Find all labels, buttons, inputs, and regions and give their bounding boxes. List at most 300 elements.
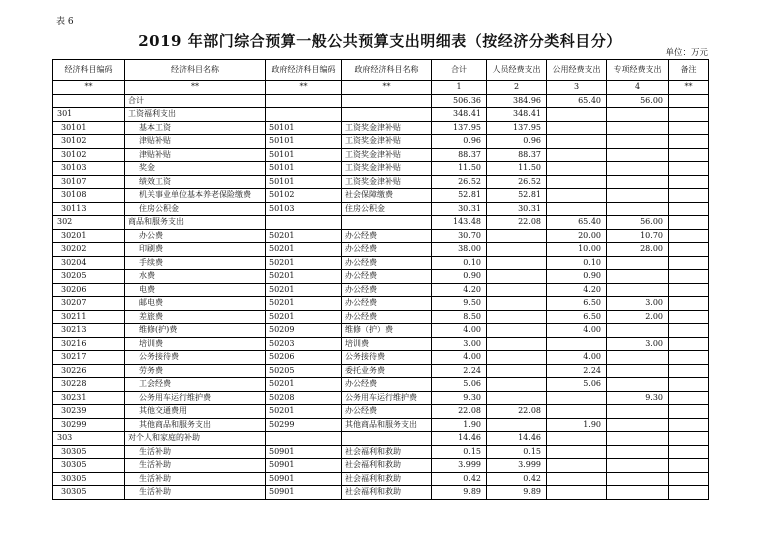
cell-note [669, 175, 709, 189]
cell-gov-name: 办公经费 [342, 310, 432, 324]
cell-name: 机关事业单位基本养老保险缴费 [125, 189, 266, 203]
table-row [53, 94, 709, 108]
cell-personnel [487, 378, 547, 392]
cell-special [607, 121, 669, 135]
cell-total: 348.41 [432, 108, 487, 122]
cell-code: 302 [53, 216, 125, 230]
cell-special [607, 324, 669, 338]
cell-gov-name: 社会福利和救助 [342, 472, 432, 486]
cell-note [669, 472, 709, 486]
cell-gov-code: 50101 [266, 121, 342, 135]
cell-name: 办公费 [125, 229, 266, 243]
table-row [53, 405, 709, 419]
unit-label: 单位：万元 [665, 48, 708, 58]
cell-personnel [487, 351, 547, 365]
cell-total: 9.50 [432, 297, 487, 311]
cell-code: 30204 [53, 256, 125, 270]
cell-gov-code: 50201 [266, 378, 342, 392]
cell-code: 30305 [53, 445, 125, 459]
cell-code: 30102 [53, 148, 125, 162]
table-row [53, 135, 709, 149]
cell-personnel: 384.96 [487, 94, 547, 108]
cell-name: 培训费 [125, 337, 266, 351]
table-row [53, 432, 709, 446]
index-cell: ** [669, 81, 709, 95]
table-row [53, 148, 709, 162]
cell-code: 30211 [53, 310, 125, 324]
cell-note [669, 202, 709, 216]
cell-special [607, 148, 669, 162]
cell-special [607, 283, 669, 297]
cell-special [607, 432, 669, 446]
table-row [53, 391, 709, 405]
cell-public [547, 472, 607, 486]
cell-gov-code: 50299 [266, 418, 342, 432]
cell-public: 10.00 [547, 243, 607, 257]
cell-note [669, 283, 709, 297]
table-row [53, 337, 709, 351]
cell-special: 3.00 [607, 337, 669, 351]
cell-gov-code: 50201 [266, 256, 342, 270]
cell-special: 56.00 [607, 216, 669, 230]
table-row [53, 202, 709, 216]
table-row [53, 445, 709, 459]
cell-name: 合计 [125, 94, 266, 108]
cell-total: 0.42 [432, 472, 487, 486]
header-cell: 合计 [432, 60, 487, 81]
cell-name: 对个人和家庭的补助 [125, 432, 266, 446]
table-row [53, 364, 709, 378]
cell-personnel [487, 364, 547, 378]
cell-name: 基本工资 [125, 121, 266, 135]
cell-note [669, 94, 709, 108]
table-row [53, 256, 709, 270]
cell-gov-code: 50201 [266, 297, 342, 311]
cell-code: 30217 [53, 351, 125, 365]
cell-total: 9.89 [432, 486, 487, 500]
cell-total: 26.52 [432, 175, 487, 189]
cell-name: 公务用车运行维护费 [125, 391, 266, 405]
cell-special [607, 189, 669, 203]
cell-public [547, 432, 607, 446]
cell-personnel [487, 229, 547, 243]
cell-special [607, 445, 669, 459]
cell-gov-code: 50102 [266, 189, 342, 203]
cell-public [547, 162, 607, 176]
cell-gov-code: 50901 [266, 486, 342, 500]
cell-gov-name: 工资奖金津补贴 [342, 121, 432, 135]
cell-special [607, 202, 669, 216]
cell-gov-code: 50101 [266, 135, 342, 149]
table-row [53, 472, 709, 486]
cell-special [607, 162, 669, 176]
cell-name: 津贴补贴 [125, 135, 266, 149]
cell-name: 电费 [125, 283, 266, 297]
cell-special: 10.70 [607, 229, 669, 243]
cell-total: 506.36 [432, 94, 487, 108]
cell-gov-name: 办公经费 [342, 256, 432, 270]
cell-public [547, 445, 607, 459]
cell-gov-code: 50101 [266, 175, 342, 189]
cell-note [669, 121, 709, 135]
cell-gov-code: 50208 [266, 391, 342, 405]
cell-public: 4.20 [547, 283, 607, 297]
table-row [53, 486, 709, 500]
cell-note [669, 459, 709, 473]
cell-special [607, 364, 669, 378]
cell-gov-name: 办公经费 [342, 297, 432, 311]
cell-name: 津贴补贴 [125, 148, 266, 162]
cell-gov-code: 50101 [266, 148, 342, 162]
cell-public [547, 405, 607, 419]
table-row [53, 310, 709, 324]
cell-note [669, 229, 709, 243]
cell-name: 生活补助 [125, 445, 266, 459]
cell-name: 奖金 [125, 162, 266, 176]
cell-code: 30107 [53, 175, 125, 189]
cell-name: 劳务费 [125, 364, 266, 378]
cell-special: 9.30 [607, 391, 669, 405]
cell-code: 30201 [53, 229, 125, 243]
page-title: 2019 年部门综合预算一般公共预算支出明细表（按经济分类科目分） [138, 32, 622, 50]
cell-note [669, 189, 709, 203]
cell-name: 工资福利支出 [125, 108, 266, 122]
cell-public [547, 189, 607, 203]
cell-note [669, 310, 709, 324]
cell-code: 30103 [53, 162, 125, 176]
cell-public: 4.00 [547, 351, 607, 365]
cell-public [547, 148, 607, 162]
cell-special: 28.00 [607, 243, 669, 257]
cell-personnel: 0.15 [487, 445, 547, 459]
cell-code: 30231 [53, 391, 125, 405]
table-row [53, 108, 709, 122]
cell-total: 38.00 [432, 243, 487, 257]
cell-total: 88.37 [432, 148, 487, 162]
cell-code: 30102 [53, 135, 125, 149]
cell-gov-name: 培训费 [342, 337, 432, 351]
table-body [53, 94, 709, 499]
cell-code: 30113 [53, 202, 125, 216]
cell-gov-name: 公务接待费 [342, 351, 432, 365]
header-cell: 经济科目编码 [53, 60, 125, 81]
cell-gov-name [342, 432, 432, 446]
cell-total: 2.24 [432, 364, 487, 378]
index-cell: ** [125, 81, 266, 95]
cell-note [669, 445, 709, 459]
cell-public: 5.06 [547, 378, 607, 392]
cell-public: 0.90 [547, 270, 607, 284]
cell-total: 30.70 [432, 229, 487, 243]
cell-gov-name: 委托业务费 [342, 364, 432, 378]
cell-name: 住房公积金 [125, 202, 266, 216]
cell-note [669, 148, 709, 162]
cell-public [547, 108, 607, 122]
cell-public: 0.10 [547, 256, 607, 270]
cell-personnel [487, 310, 547, 324]
cell-gov-name: 工资奖金津补贴 [342, 175, 432, 189]
cell-name: 其他交通费用 [125, 405, 266, 419]
cell-personnel [487, 337, 547, 351]
cell-note [669, 216, 709, 230]
cell-gov-code: 50206 [266, 351, 342, 365]
cell-personnel: 0.96 [487, 135, 547, 149]
table-row [53, 216, 709, 230]
cell-total: 52.81 [432, 189, 487, 203]
index-cell: 2 [487, 81, 547, 95]
cell-total: 137.95 [432, 121, 487, 135]
cell-special [607, 472, 669, 486]
cell-gov-name: 工资奖金津补贴 [342, 148, 432, 162]
cell-code: 301 [53, 108, 125, 122]
cell-note [669, 391, 709, 405]
cell-public: 65.40 [547, 94, 607, 108]
cell-public: 4.00 [547, 324, 607, 338]
cell-public [547, 135, 607, 149]
cell-note [669, 270, 709, 284]
table-row [53, 189, 709, 203]
cell-special [607, 135, 669, 149]
table-row [53, 351, 709, 365]
cell-code: 30207 [53, 297, 125, 311]
cell-name: 生活补助 [125, 486, 266, 500]
cell-note [669, 418, 709, 432]
cell-total: 143.48 [432, 216, 487, 230]
cell-total: 8.50 [432, 310, 487, 324]
cell-public: 6.50 [547, 310, 607, 324]
cell-personnel [487, 256, 547, 270]
cell-personnel: 9.89 [487, 486, 547, 500]
cell-gov-code [266, 432, 342, 446]
cell-note [669, 364, 709, 378]
cell-public [547, 391, 607, 405]
cell-gov-code: 50205 [266, 364, 342, 378]
cell-public [547, 459, 607, 473]
header-cell: 经济科目名称 [125, 60, 266, 81]
cell-personnel [487, 243, 547, 257]
cell-name: 生活补助 [125, 472, 266, 486]
cell-code: 30299 [53, 418, 125, 432]
cell-code: 30108 [53, 189, 125, 203]
cell-code: 30305 [53, 459, 125, 473]
cell-gov-name: 其他商品和服务支出 [342, 418, 432, 432]
table-row [53, 270, 709, 284]
cell-gov-code: 50209 [266, 324, 342, 338]
cell-personnel: 52.81 [487, 189, 547, 203]
cell-total: 3.00 [432, 337, 487, 351]
cell-note [669, 432, 709, 446]
index-cell: ** [266, 81, 342, 95]
cell-name: 公务接待费 [125, 351, 266, 365]
cell-name: 差旅费 [125, 310, 266, 324]
cell-total: 1.90 [432, 418, 487, 432]
cell-code: 30239 [53, 405, 125, 419]
cell-special [607, 459, 669, 473]
cell-gov-name: 办公经费 [342, 405, 432, 419]
cell-total: 4.00 [432, 351, 487, 365]
cell-public: 6.50 [547, 297, 607, 311]
cell-special [607, 108, 669, 122]
cell-personnel: 137.95 [487, 121, 547, 135]
table-row [53, 121, 709, 135]
cell-code: 30206 [53, 283, 125, 297]
cell-note [669, 486, 709, 500]
cell-special [607, 486, 669, 500]
cell-personnel: 22.08 [487, 405, 547, 419]
cell-code: 30202 [53, 243, 125, 257]
cell-personnel: 3.999 [487, 459, 547, 473]
table-row [53, 175, 709, 189]
cell-note [669, 337, 709, 351]
header-cell: 备注 [669, 60, 709, 81]
cell-gov-code: 50901 [266, 445, 342, 459]
cell-special [607, 270, 669, 284]
cell-code: 303 [53, 432, 125, 446]
cell-gov-code: 50103 [266, 202, 342, 216]
cell-gov-code: 50201 [266, 283, 342, 297]
cell-total: 0.10 [432, 256, 487, 270]
cell-total: 30.31 [432, 202, 487, 216]
cell-personnel: 11.50 [487, 162, 547, 176]
cell-personnel [487, 391, 547, 405]
cell-personnel: 22.08 [487, 216, 547, 230]
cell-personnel [487, 324, 547, 338]
table-row [53, 378, 709, 392]
cell-gov-name: 社会福利和救助 [342, 459, 432, 473]
cell-total: 22.08 [432, 405, 487, 419]
cell-note [669, 405, 709, 419]
cell-gov-code: 50101 [266, 162, 342, 176]
cell-total: 0.90 [432, 270, 487, 284]
cell-special [607, 378, 669, 392]
cell-gov-code: 50201 [266, 270, 342, 284]
cell-gov-code: 50201 [266, 310, 342, 324]
header-cell: 专项经费支出 [607, 60, 669, 81]
cell-gov-code: 50901 [266, 472, 342, 486]
cell-name: 商品和服务支出 [125, 216, 266, 230]
cell-gov-name: 社会福利和救助 [342, 486, 432, 500]
cell-public [547, 486, 607, 500]
cell-total: 4.20 [432, 283, 487, 297]
cell-personnel [487, 283, 547, 297]
cell-personnel: 88.37 [487, 148, 547, 162]
cell-total: 11.50 [432, 162, 487, 176]
cell-public [547, 202, 607, 216]
index-cell: 1 [432, 81, 487, 95]
cell-personnel: 26.52 [487, 175, 547, 189]
table-row [53, 297, 709, 311]
cell-personnel [487, 418, 547, 432]
table-row [53, 229, 709, 243]
cell-gov-code: 50201 [266, 405, 342, 419]
table-row [53, 283, 709, 297]
cell-gov-code [266, 216, 342, 230]
cell-total: 3.999 [432, 459, 487, 473]
cell-gov-name: 工资奖金津补贴 [342, 135, 432, 149]
index-row [53, 81, 709, 95]
cell-special [607, 405, 669, 419]
cell-total: 9.30 [432, 391, 487, 405]
cell-note [669, 378, 709, 392]
cell-code: 30305 [53, 486, 125, 500]
header-cell: 政府经济科目编码 [266, 60, 342, 81]
cell-public: 1.90 [547, 418, 607, 432]
cell-name: 手续费 [125, 256, 266, 270]
cell-special [607, 256, 669, 270]
cell-gov-code [266, 94, 342, 108]
cell-gov-code: 50203 [266, 337, 342, 351]
table-row [53, 162, 709, 176]
index-cell: ** [342, 81, 432, 95]
header-row [53, 60, 709, 81]
cell-total: 0.15 [432, 445, 487, 459]
cell-public: 65.40 [547, 216, 607, 230]
table-row [53, 243, 709, 257]
cell-personnel [487, 297, 547, 311]
cell-total: 14.46 [432, 432, 487, 446]
cell-public [547, 175, 607, 189]
index-cell: ** [53, 81, 125, 95]
header-cell: 人员经费支出 [487, 60, 547, 81]
cell-name: 维修(护)费 [125, 324, 266, 338]
cell-code: 30228 [53, 378, 125, 392]
cell-gov-code: 50201 [266, 243, 342, 257]
cell-note [669, 243, 709, 257]
cell-note [669, 162, 709, 176]
cell-gov-name: 社会福利和救助 [342, 445, 432, 459]
cell-gov-name: 办公经费 [342, 283, 432, 297]
cell-note [669, 351, 709, 365]
table-row [53, 324, 709, 338]
cell-gov-name: 维修（护）费 [342, 324, 432, 338]
cell-code: 30213 [53, 324, 125, 338]
cell-note [669, 135, 709, 149]
cell-name: 印刷费 [125, 243, 266, 257]
cell-name: 工会经费 [125, 378, 266, 392]
cell-code: 30101 [53, 121, 125, 135]
cell-gov-code [266, 108, 342, 122]
cell-gov-name: 办公经费 [342, 378, 432, 392]
cell-special: 3.00 [607, 297, 669, 311]
cell-note [669, 108, 709, 122]
cell-code: 30305 [53, 472, 125, 486]
cell-name: 其他商品和服务支出 [125, 418, 266, 432]
cell-name: 绩效工资 [125, 175, 266, 189]
cell-gov-name [342, 94, 432, 108]
cell-personnel: 348.41 [487, 108, 547, 122]
cell-special [607, 418, 669, 432]
cell-note [669, 297, 709, 311]
cell-gov-name: 办公经费 [342, 229, 432, 243]
cell-gov-code: 50901 [266, 459, 342, 473]
cell-public [547, 121, 607, 135]
cell-total: 0.96 [432, 135, 487, 149]
header-cell: 公用经费支出 [547, 60, 607, 81]
cell-special: 56.00 [607, 94, 669, 108]
cell-personnel: 14.46 [487, 432, 547, 446]
cell-public: 2.24 [547, 364, 607, 378]
cell-special [607, 175, 669, 189]
cell-code: 30205 [53, 270, 125, 284]
cell-gov-name: 办公经费 [342, 270, 432, 284]
cell-personnel [487, 270, 547, 284]
header-cell: 政府经济科目名称 [342, 60, 432, 81]
cell-gov-name: 工资奖金津补贴 [342, 162, 432, 176]
cell-special: 2.00 [607, 310, 669, 324]
cell-name: 邮电费 [125, 297, 266, 311]
cell-gov-name: 住房公积金 [342, 202, 432, 216]
cell-special [607, 351, 669, 365]
